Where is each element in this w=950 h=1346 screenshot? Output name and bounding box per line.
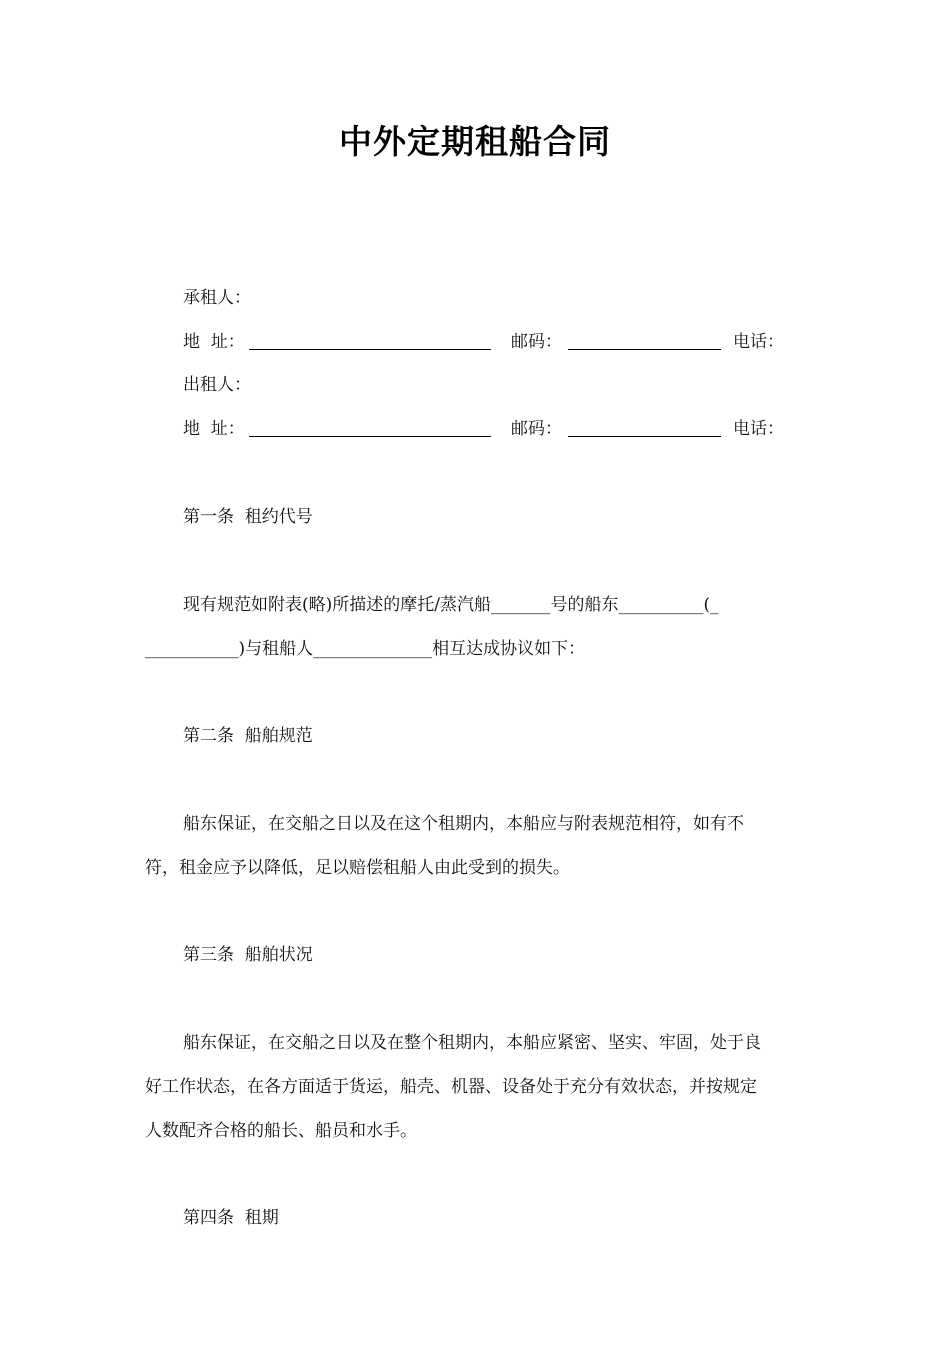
- lessee-address-label: 地 址：: [183, 332, 245, 352]
- article-heading: 第四条 租期: [183, 1208, 279, 1228]
- article-text-line: 符，租金应予以降低，足以赔偿租船人由此受到的损失。: [145, 858, 570, 878]
- article-text-line: 好工作状态，在各方面适于货运，船壳、机器、设备处于充分有效状态，并按规定: [145, 1077, 757, 1097]
- article-text-line: ___________)与租船人______________相互达成协议如下：: [145, 639, 586, 659]
- article-text-line: 船东保证，在交船之日以及在这个租期内，本船应与附表规范相符，如有不: [183, 814, 744, 834]
- lessee-phone-label: 电话：: [733, 332, 784, 352]
- article-heading: 第一条 租约代号: [183, 507, 313, 527]
- lessee-postcode-blank: [568, 331, 721, 350]
- lessee-label: 承租人：: [183, 288, 251, 308]
- lessor-address-blank: [249, 418, 491, 437]
- article-heading: 第三条 船舶状况: [183, 945, 313, 965]
- lessor-postcode-label: 邮码：: [511, 419, 562, 439]
- article-text-line: 现有规范如附表(略)所描述的摩托/蒸汽船_______号的船东__________(_: [183, 595, 719, 615]
- article-heading: 第二条 船舶规范: [183, 726, 313, 746]
- lessor-postcode-blank: [568, 418, 721, 437]
- lessee-postcode-label: 邮码：: [511, 332, 562, 352]
- lessor-address-label: 地 址：: [183, 419, 245, 439]
- lessor-phone-label: 电话：: [733, 419, 784, 439]
- article-text-line: 人数配齐合格的船长、船员和水手。: [145, 1121, 417, 1141]
- lessee-address-blank: [249, 331, 491, 350]
- article-text-line: 船东保证，在交船之日以及在整个租期内，本船应紧密、坚实、牢固，处于良: [183, 1033, 761, 1053]
- lessor-label: 出租人：: [183, 375, 251, 395]
- document-title: 中外定期租船合同: [339, 122, 611, 161]
